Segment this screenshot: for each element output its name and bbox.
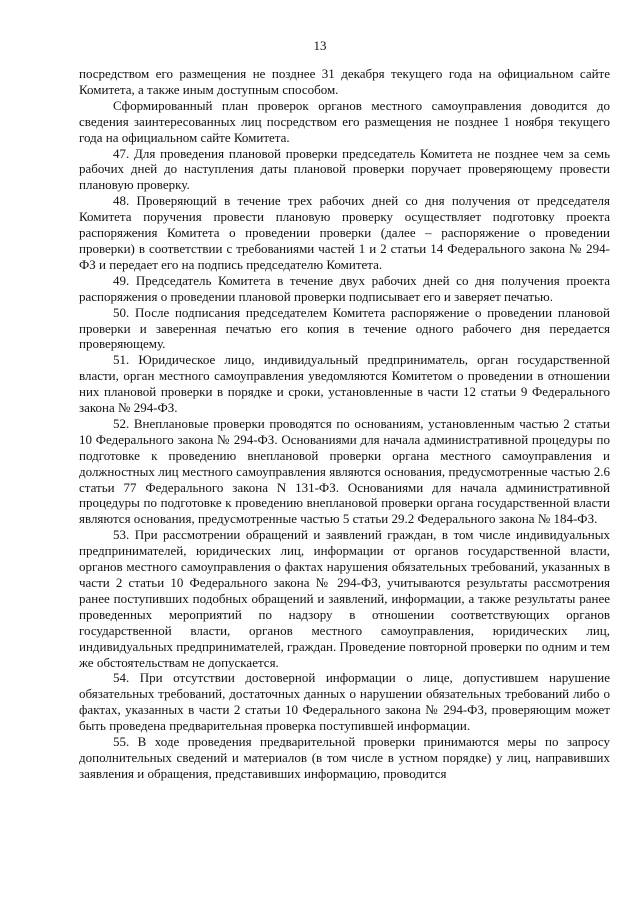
paragraph-47: 47. Для проведения плановой проверки председатель Комитета не позднее чем за семь рабочих дней до наступления даты плановой проверки поручает проверяющему провести плановую проверку.	[79, 145, 610, 193]
paragraph-plan-notice: Сформированный план проверок органов местного самоуправления доводится до сведения заинтересованных лиц посредством его размещения не позднее 1 ноября текущего года на официальном сайте Комитета.	[79, 97, 610, 145]
paragraph-55: 55. В ходе проведения предварительной проверки принимаются меры по запросу дополнительных сведений и материалов (в том числе в устном порядке) у лиц, направивших заявления и обращения, представивших информацию, проводится	[79, 734, 610, 781]
document-body	[79, 66, 610, 782]
page-number: 13	[313, 38, 327, 53]
paragraph-49: 49. Председатель Комитета в течение двух рабочих дней со дня получения проекта распоряжения о проведении плановой проверки подписывает его и заверяет печатью.	[79, 272, 610, 304]
paragraph-53: 53. При рассмотрении обращений и заявлений граждан, в том числе индивидуальных предпринимателей, юридических лиц, информации от органов государственной власти, органов местного самоуправления о фактах нарушения обязательных требований, указанных в части 2 статьи 10 Федерального закона № 294-ФЗ, учитываются результаты рассмотрения ранее поступивших подобных обращений и заявлений, информации, а также результаты ранее проведенных мероприятий по надзору в отношении соответствующих органов государственной власти, органов местного самоуправления, юридических лиц, индивидуальных предпринимателей, граждан. Проведение повторной проверки по одним и тем же обстоятельствам не допускается.	[79, 527, 610, 670]
paragraph-50: 50. После подписания председателем Комитета распоряжение о проведении плановой проверки и заверенная печатью его копия в течение одного рабочего дня передается проверяющему.	[79, 304, 610, 352]
paragraph-continuation: посредством его размещения не позднее 31 декабря текущего года на официальном сайте Комитета, а также иным доступным способом.	[79, 66, 610, 97]
paragraph-54: 54. При отсутствии достоверной информации о лице, допустившем нарушение обязательных требований, достаточных данных о нарушении обязательных требований либо о фактах, указанных в части 2 статьи 10 Федерального закона № 294-ФЗ, проверяющим может быть проведена предварительная проверка поступившей информации.	[79, 670, 610, 734]
paragraph-51: 51. Юридическое лицо, индивидуальный предприниматель, орган государственной власти, орган местного самоуправления уведомляются Комитетом о проведении в отношении них плановой проверки в порядке и сроки, установленные в части 12 статьи 9 Федерального закона № 294-ФЗ.	[79, 352, 610, 416]
paragraph-48: 48. Проверяющий в течение трех рабочих дней со дня получения от председателя Комитета поручения провести плановую проверку осуществляет подготовку проекта распоряжения Комитета о проведении проверки (далее – распоряжение о проведении проверки) в соответствии с требованиями частей 1 и 2 статьи 14 Федерального закона № 294-ФЗ и передает его на подпись председателю Комитета.	[79, 193, 610, 272]
paragraph-52: 52. Внеплановые проверки проводятся по основаниям, установленным частью 2 статьи 10 Федерального закона № 294-ФЗ. Основаниями для начала административной процедуры по подготовке к проведению внеплановой проверки органа местного самоуправления и должностных лиц местного самоуправления являются основания, предусмотренные частью 2.6 статьи 77 Федерального закона N 131-ФЗ. Основаниями для начала административной процедуры по подготовке к проведению внеплановой проверки органа государственной власти являются основания, предусмотренные частью 5 статьи 29.2 Федерального закона № 184-ФЗ.	[79, 415, 610, 527]
